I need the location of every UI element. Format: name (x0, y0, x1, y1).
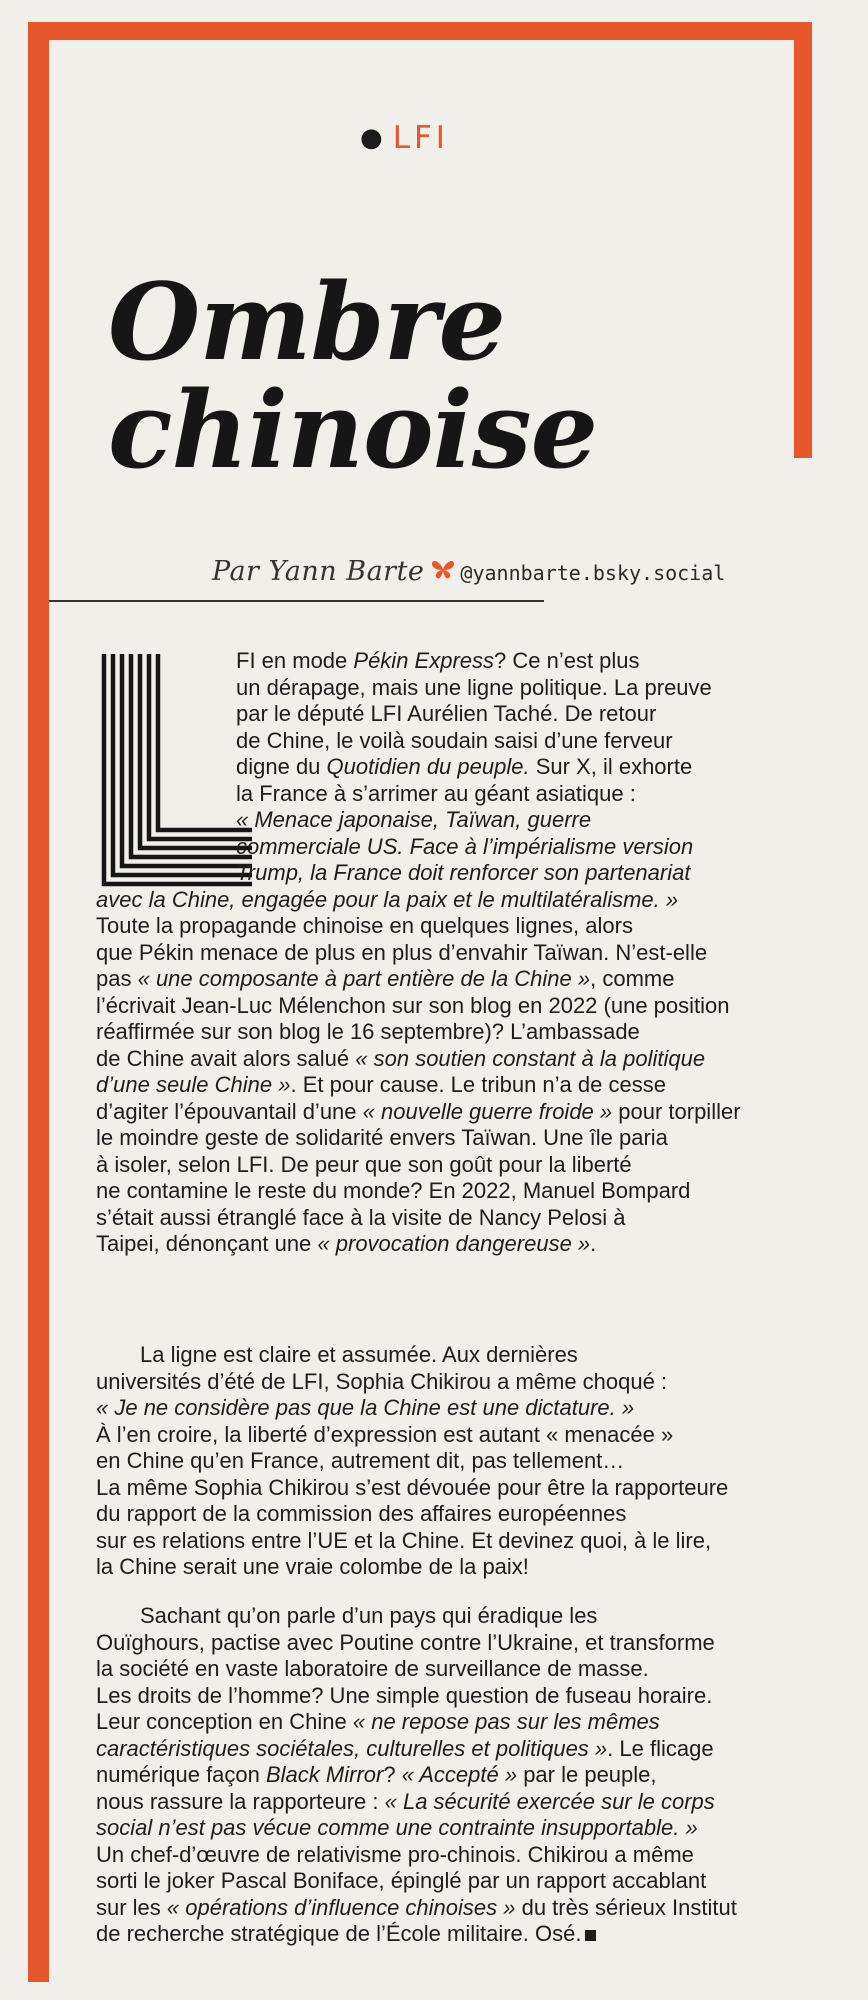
article-line: pas « une composante à part entière de la Chine », comme (96, 966, 675, 991)
article-line: FI en mode Pékin Express? Ce n’est plus (236, 648, 640, 673)
article-line: digne du Quotidien du peuple. Sur X, il exhorte (236, 754, 693, 779)
article-line: de recherche stratégique de l’École militaire. Osé. (96, 1921, 796, 1948)
title-line-2: chinoise (108, 367, 598, 492)
article-line: en Chine qu’en France, autrement dit, pas tellement… (96, 1448, 625, 1473)
article-paragraph-3 (96, 1603, 796, 1948)
article-line: l’écrivait Jean-Luc Mélenchon sur son blog en 2022 (une position (96, 992, 730, 1018)
end-mark-icon (585, 1930, 596, 1941)
article-line: ne contamine le reste du monde? En 2022, Manuel Bompard (96, 1178, 691, 1203)
article-line: la société en vaste laboratoire de surveillance de masse. (96, 1656, 649, 1681)
article-line: universités d’été de LFI, Sophia Chikirou a même choqué : (96, 1368, 668, 1394)
article-line: un dérapage, mais une ligne politique. La preuve (236, 674, 712, 700)
article-line: le moindre geste de solidarité envers Taïwan. Une île paria (96, 1125, 668, 1150)
article-line: par le député LFI Aurélien Taché. De retour (236, 701, 657, 726)
article-line: « Menace japonaise, Taïwan, guerre (236, 807, 592, 832)
article-title (108, 259, 788, 492)
article-line: d’une seule Chine ». Et pour cause. Le tribun n’a de cesse (96, 1072, 666, 1097)
article-line: sur les « opérations d’influence chinoises » du très sérieux Institut (96, 1894, 737, 1920)
article-line: à isoler, selon LFI. De peur que son goût pour la liberté (96, 1151, 632, 1177)
article-line: de Chine, le voilà soudain saisi d’une ferveur (236, 727, 673, 753)
article-line: commerciale US. Face à l’impérialisme version (236, 833, 694, 859)
article-line: que Pékin menace de plus en plus d’envahir Taïwan. N’est-elle (96, 939, 708, 965)
frame-top-border (28, 22, 812, 40)
article-line: du rapport de la commission des affaires européennes (96, 1501, 627, 1526)
byline (212, 556, 725, 587)
article-line: d’agiter l’épouvantail d’une « nouvelle guerre froide » pour torpiller (96, 1098, 741, 1124)
article-line: social n’est pas vécue comme une contrainte insupportable. » (96, 1815, 698, 1840)
article-line: la France à s’arrimer au géant asiatique : (236, 780, 636, 806)
section-label: ● LFI (360, 120, 449, 156)
article-line: La ligne est claire et assumée. Aux dernières (96, 1342, 578, 1367)
article-line: Toute la propagande chinoise en quelques lignes, alors (96, 913, 633, 938)
article-line: Ouïghours, pactise avec Poutine contre l’Ukraine, et transforme (96, 1629, 715, 1655)
title-line-1: Ombre (108, 259, 505, 384)
article-line: Un chef-d’œuvre de relativisme pro-chinois. Chikirou a même (96, 1841, 694, 1867)
article-line: Leur conception en Chine « ne repose pas sur les mêmes (96, 1709, 660, 1734)
frame-right-border (794, 22, 812, 458)
article-line: « Je ne considère pas que la Chine est une dictature. » (96, 1395, 635, 1420)
article-paragraph-1 (96, 648, 796, 1258)
article-line: sorti le joker Pascal Boniface, épinglé par un rapport accablant (96, 1868, 707, 1893)
article-paragraph-2 (96, 1342, 796, 1581)
butterfly-icon (430, 558, 456, 586)
social-handle: @yannbarte.bsky.social (460, 561, 726, 585)
byline-rule (49, 600, 544, 602)
article-line: s’était aussi étranglé face à la visite de Nancy Pelosi à (96, 1204, 626, 1230)
article-line: nous rassure la rapporteure : « La sécurité exercée sur le corps (96, 1788, 715, 1814)
author-name: Par Yann Barte (212, 556, 425, 587)
article-line: sur es relations entre l’UE et la Chine. Et devinez quoi, à le lire, (96, 1527, 712, 1553)
article-line: Taipei, dénonçant une « provocation dangereuse ». (96, 1231, 597, 1256)
article-line: numérique façon Black Mirror? « Accepté » par le peuple, (96, 1762, 657, 1787)
article-line: Sachant qu’on parle d’un pays qui éradique les (96, 1603, 598, 1628)
article-line: La même Sophia Chikirou s’est dévouée pour être la rapporteure (96, 1474, 729, 1500)
article-line: caractéristiques sociétales, culturelles et politiques ». Le flicage (96, 1735, 714, 1761)
article-line: avec la Chine, engagée pour la paix et le multilatéralisme. » (96, 886, 679, 912)
article-line: Les droits de l’homme? Une simple question de fuseau horaire. (96, 1682, 713, 1708)
frame-left-border (28, 22, 49, 1982)
article-line: réaffirmée sur son blog le 16 septembre)? L’ambassade (96, 1019, 640, 1044)
article-line: À l’en croire, la liberté d’expression est autant « menacée » (96, 1421, 674, 1447)
article-line: la Chine serait une vraie colombe de la paix! (96, 1554, 529, 1579)
article-line: Trump, la France doit renforcer son partenariat (236, 860, 691, 885)
bullet-icon: ● (360, 123, 387, 153)
article-line: de Chine avait alors salué « son soutien constant à la politique (96, 1045, 706, 1071)
